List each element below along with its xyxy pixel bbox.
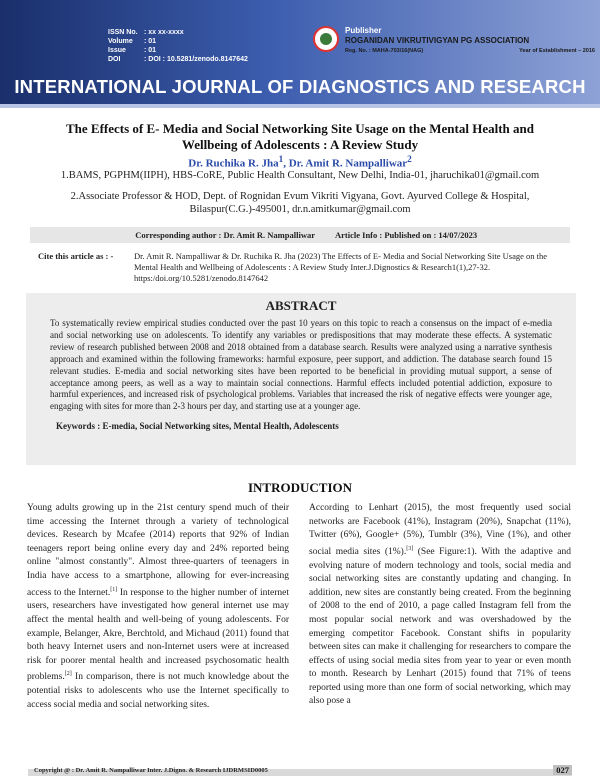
article-title-line1: The Effects of E- Media and Social Networking Site Usage on the Mental Health and <box>66 121 534 136</box>
abstract-heading: ABSTRACT <box>265 298 337 313</box>
author-2: Dr. Amit R. Nampalliwar <box>288 157 408 170</box>
intro-left-paragraph-c: In comparison, there is not much knowledge about the potential risks to adolescents who use the Internet specifically to access social media and social networking sites. <box>27 672 289 710</box>
affiliation-2-line2: Bilaspur(C.G.)-495001, dr.n.amitkumar@gmail.com <box>189 204 411 215</box>
affiliation-2 <box>40 190 560 216</box>
meta-issn-label: ISSN No. <box>108 29 138 36</box>
meta-issn-value: : xx xx-xxxx <box>144 29 184 36</box>
journal-banner <box>0 0 600 108</box>
abstract-box <box>26 293 576 465</box>
meta-doi-label: DOI <box>108 56 121 63</box>
citation-ref-2: [2] <box>64 671 72 678</box>
author-1-affiliation-mark: 1 <box>278 154 284 164</box>
author-separator: , <box>283 157 289 170</box>
citation-label: Cite this article as : - <box>38 251 114 261</box>
meta-issue-label: Issue <box>108 47 126 54</box>
registration-number: Reg. No. : MAHA-703/16(NAG) <box>345 48 424 54</box>
article-title <box>30 121 570 153</box>
author-2-affiliation-mark: 2 <box>407 154 412 164</box>
intro-right-paragraph-b: (See Figure:1). With the adaptive and evolving nature of modern technology and tools, social media and social networking sites are constantly updating and changing. In addition, new sites are constantly being created. From the beginning of 2008 to the end of 2010, a page called Instagram fell from the most popular social network and was overshadowed by the emerging competitor Facebook. Constant shifts in popularity between sites can make it challenging for researchers to compare the effects of using social media sites from year to year or even month to month. Research by Lenhart (2015) found that 71% of teens reported using more than one form of social networking, which may also pose a <box>309 546 571 707</box>
publisher-label: Publisher <box>345 26 382 35</box>
intro-left-paragraph-b: In response to the higher number of internet users, researchers have investigated how general internet use may affect the mental health and well-being of young adolescents. For example, Belanger, Akre, Berchtold, and Michaud (2011) found that both heavy Internet users and non-Internet users were at increased risk for poorer mental health and increased psychosomatic health problems. <box>27 587 289 683</box>
citation-block <box>38 251 568 284</box>
page-number: 027 <box>553 765 572 775</box>
meta-doi-value: : DOI : 10.5281/zenodo.8147642 <box>144 56 248 63</box>
journal-meta <box>108 28 248 64</box>
citation-text: Dr. Amit R. Nampalliwar & Dr. Ruchika R. Jha (2023) The Effects of E- Media and Social Networking Site Usage on the Mental Health and Wellbeing of Adolescents : A Review Study Inter.J.Dignostics & Research1(1),27-32. https:/doi.org/10.5281/zenodo.8147642 <box>134 251 548 283</box>
abstract-text: To systematically review empirical studies conducted over the past 10 years on this topic to reach a consensus on the impact of e-media and social networking use on adolescents. To identify any variables or predispositions that may moderate these effects. A systematic review of research published between 2008 and 2018 obtained from a database search. Results were analyzed using a narrative synthesis approach and examined within the following frameworks: harmful exposure, peer support, and addiction. The database search found 15 relevant studies. E-media and social networking sites have been reported to be beneficial in providing mutual support, a sense of acceptance among peers, as well as a way to maintain social connections. Harmful effects included potential addiction, exposure to harmful experiences, and increased risk of psychological problems. Variables that increased the risk of negative effects were younger age, engaging with sites for more than 2-3 hours per day, and starting use at a younger age. <box>50 318 552 412</box>
introduction-left-column <box>27 502 289 712</box>
author-1: Dr. Ruchika R. Jha <box>188 157 279 170</box>
page-footer <box>28 765 572 776</box>
association-logo-icon <box>313 26 339 52</box>
meta-volume-label: Volume <box>108 38 133 45</box>
introduction-heading: INTRODUCTION <box>247 480 352 495</box>
journal-title: INTERNATIONAL JOURNAL OF DIAGNOSTICS AND RESEARCH <box>14 76 586 97</box>
author-list <box>30 154 570 170</box>
affiliation-2-line1: 2.Associate Professor & HOD, Dept. of Rognidan Evum Vikriti Vigyana, Govt. Ayurved College & Hospital, <box>70 191 530 202</box>
affiliation-1: 1.BAMS, PGPHM(IIPH), HBS-CoRE, Public Health Consultant, New Delhi, India-01, jharuchika01@gmail.com <box>60 170 540 181</box>
meta-issue-value: : 01 <box>144 47 157 54</box>
citation-ref-3: [3] <box>406 545 414 552</box>
introduction-right-column <box>309 502 571 709</box>
corresponding-info-bar <box>30 227 570 243</box>
publisher-block <box>345 26 595 54</box>
corresponding-author: Corresponding author : Dr. Amit R. Nampalliwar <box>135 230 315 240</box>
keywords: Keywords : E-media, Social Networking sites, Mental Health, Adolescents <box>56 421 339 432</box>
publisher-name: ROGANIDAN VIKRUTIVIGYAN PG ASSOCIATION <box>345 36 530 45</box>
footer-copyright: Copyright @ : Dr. Amit R. Nampalliwar Inter. J.Digno. & Research IJDRMSID0005 <box>34 767 268 774</box>
article-info: Article Info : Published on : 14/07/2023 <box>335 230 478 240</box>
intro-right-paragraph-a: According to Lenhart (2015), the most frequently used social networks are Facebook (41%), Instagram (20%), Snapchat (11%), Twitter (6%), Google+ (5%), Tumblr (3%), Vine (1%), and other social media sites (1%). <box>309 503 571 557</box>
intro-left-paragraph-a: Young adults growing up in the 21st century spend much of their time accessing the Internet through a variety of technological devices. Research by Mcafee (2014) reports that 92% of Indian teenagers report being online every day and 24% reported being online "almost constantly". Almost three-quarters of teenagers in India have access to a smartphone, allowing for ever-increasing access to the Internet. <box>27 503 289 598</box>
article-title-line2: Wellbeing of Adolescents : A Review Study <box>181 137 419 152</box>
meta-volume-value: : 01 <box>144 38 157 45</box>
establishment-year: Year of Establishment – 2016 <box>519 48 595 54</box>
citation-ref-1: [1] <box>110 586 118 593</box>
